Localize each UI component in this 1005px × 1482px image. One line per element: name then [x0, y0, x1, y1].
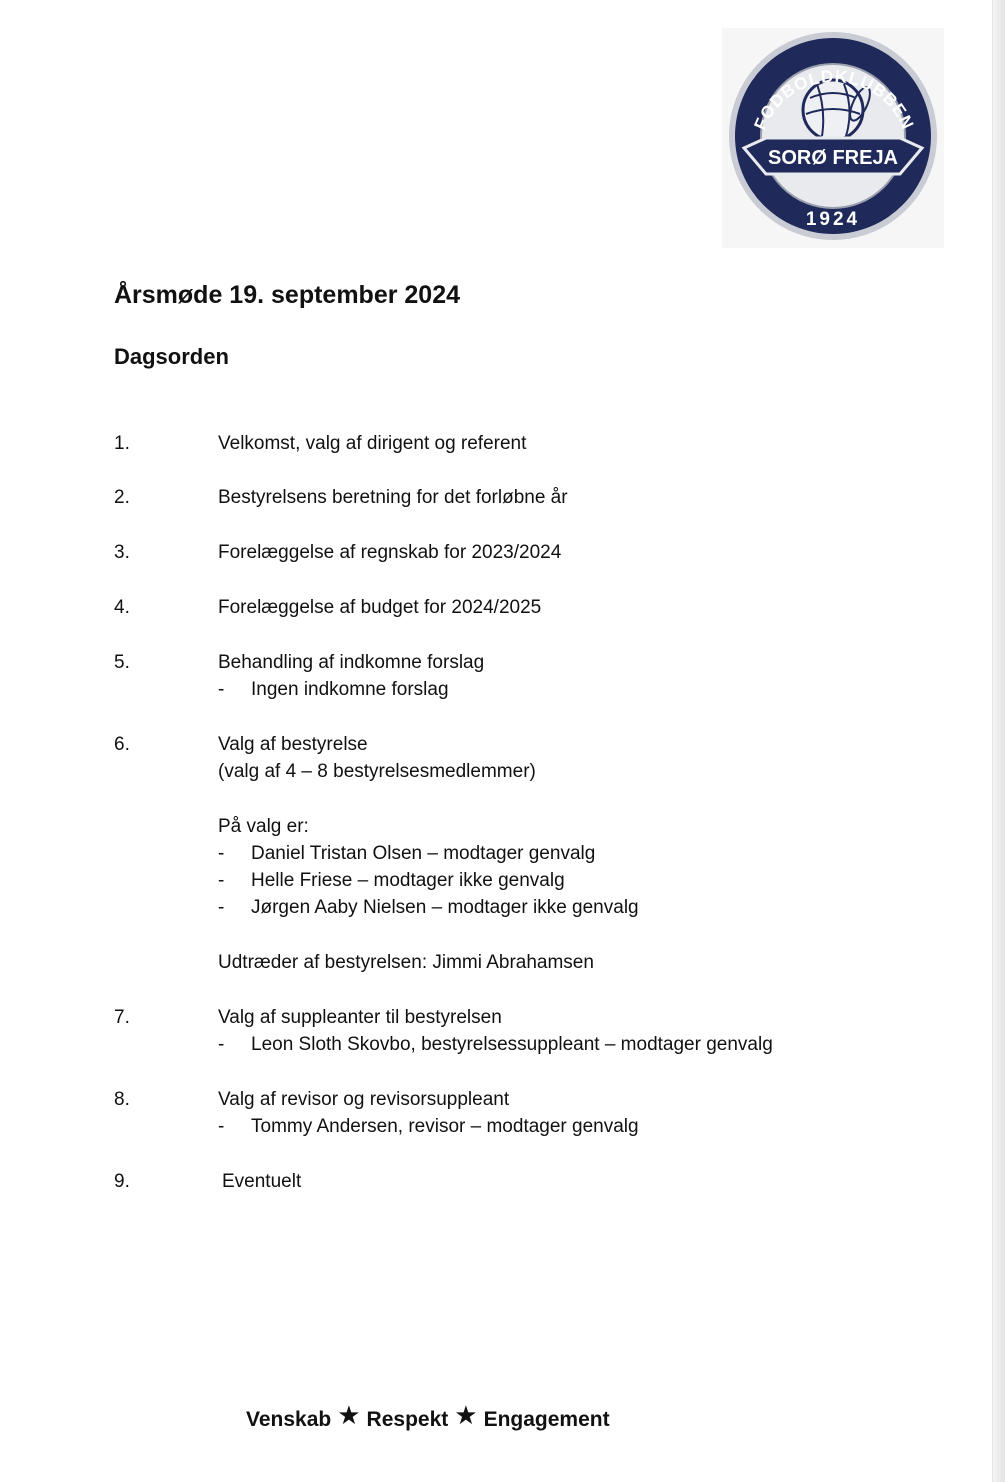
agenda-item-number: 7. — [114, 1007, 130, 1028]
agenda-item-number: 8. — [114, 1089, 130, 1110]
agenda-item-text: Valg af suppleanter til bestyrelsen — [218, 1007, 502, 1028]
agenda-bullet — [218, 1113, 918, 1140]
bullet-dash: - — [218, 870, 225, 891]
bullet-text: Leon Sloth Skovbo, bestyrelsessuppleant – modtager genvalg — [251, 1034, 773, 1055]
agenda-item-number: 2. — [114, 487, 130, 508]
agenda-item-text: Velkomst, valg af dirigent og referent — [218, 433, 527, 454]
agenda-item-text: Forelæggelse af budget for 2024/2025 — [218, 597, 542, 618]
candidates-heading: På valg er: — [218, 816, 309, 837]
logo-year: 1924 — [805, 209, 861, 230]
agenda-bullet — [218, 840, 918, 867]
star-icon: ★ — [454, 1400, 478, 1430]
agenda-item-text: Valg af bestyrelse — [218, 734, 368, 755]
bullet-dash: - — [218, 679, 225, 700]
bullet-dash: - — [218, 1034, 225, 1055]
agenda-item-number: 1. — [114, 433, 130, 454]
agenda-item-number: 4. — [114, 597, 130, 618]
slogan-word: Engagement — [483, 1408, 610, 1431]
logo-arc-text: FODBOLDKLUBBEN — [750, 66, 918, 133]
bullet-text: Tommy Andersen, revisor – modtager genvalg — [251, 1116, 639, 1137]
bullet-dash: - — [218, 843, 225, 864]
agenda-bullet — [218, 894, 918, 921]
bullet-dash: - — [218, 897, 225, 918]
bullet-text: Helle Friese – modtager ikke genvalg — [251, 870, 565, 891]
agenda-bullet — [218, 676, 918, 703]
star-icon: ★ — [337, 1400, 361, 1430]
agenda-item-number: 3. — [114, 542, 130, 563]
agenda-item-detail: (valg af 4 – 8 bestyrelsesmedlemmer) — [218, 761, 536, 782]
footer-slogan — [246, 1402, 610, 1433]
agenda-item-text: Forelæggelse af regnskab for 2023/2024 — [218, 542, 562, 563]
agenda-item-number: 5. — [114, 652, 130, 673]
slogan-word: Respekt — [366, 1408, 449, 1431]
page-title: Årsmøde 19. september 2024 — [114, 281, 461, 309]
logo-banner-text: SORØ FREJA — [767, 147, 899, 169]
agenda-bullet — [218, 867, 918, 894]
agenda-item-text: Behandling af indkomne forslag — [218, 652, 485, 673]
bullet-dash: - — [218, 1116, 225, 1137]
agenda-item-text: Bestyrelsens beretning for det forløbne år — [218, 487, 568, 508]
bullet-text: Ingen indkomne forslag — [251, 679, 449, 700]
agenda-item-text: Eventuelt — [222, 1171, 302, 1192]
bullet-text: Jørgen Aaby Nielsen – modtager ikke genvalg — [251, 897, 639, 918]
agenda-bullet — [218, 1031, 918, 1058]
agenda-item-number: 6. — [114, 734, 130, 755]
agenda-heading: Dagsorden — [114, 344, 229, 369]
agenda-item-number: 9. — [114, 1171, 130, 1192]
bullet-text: Daniel Tristan Olsen – modtager genvalg — [251, 843, 596, 864]
slogan-word: Venskab — [246, 1408, 332, 1431]
resignation-note: Udtræder af bestyrelsen: Jimmi Abrahamsen — [218, 952, 594, 973]
agenda-item-text: Valg af revisor og revisorsuppleant — [218, 1089, 510, 1110]
